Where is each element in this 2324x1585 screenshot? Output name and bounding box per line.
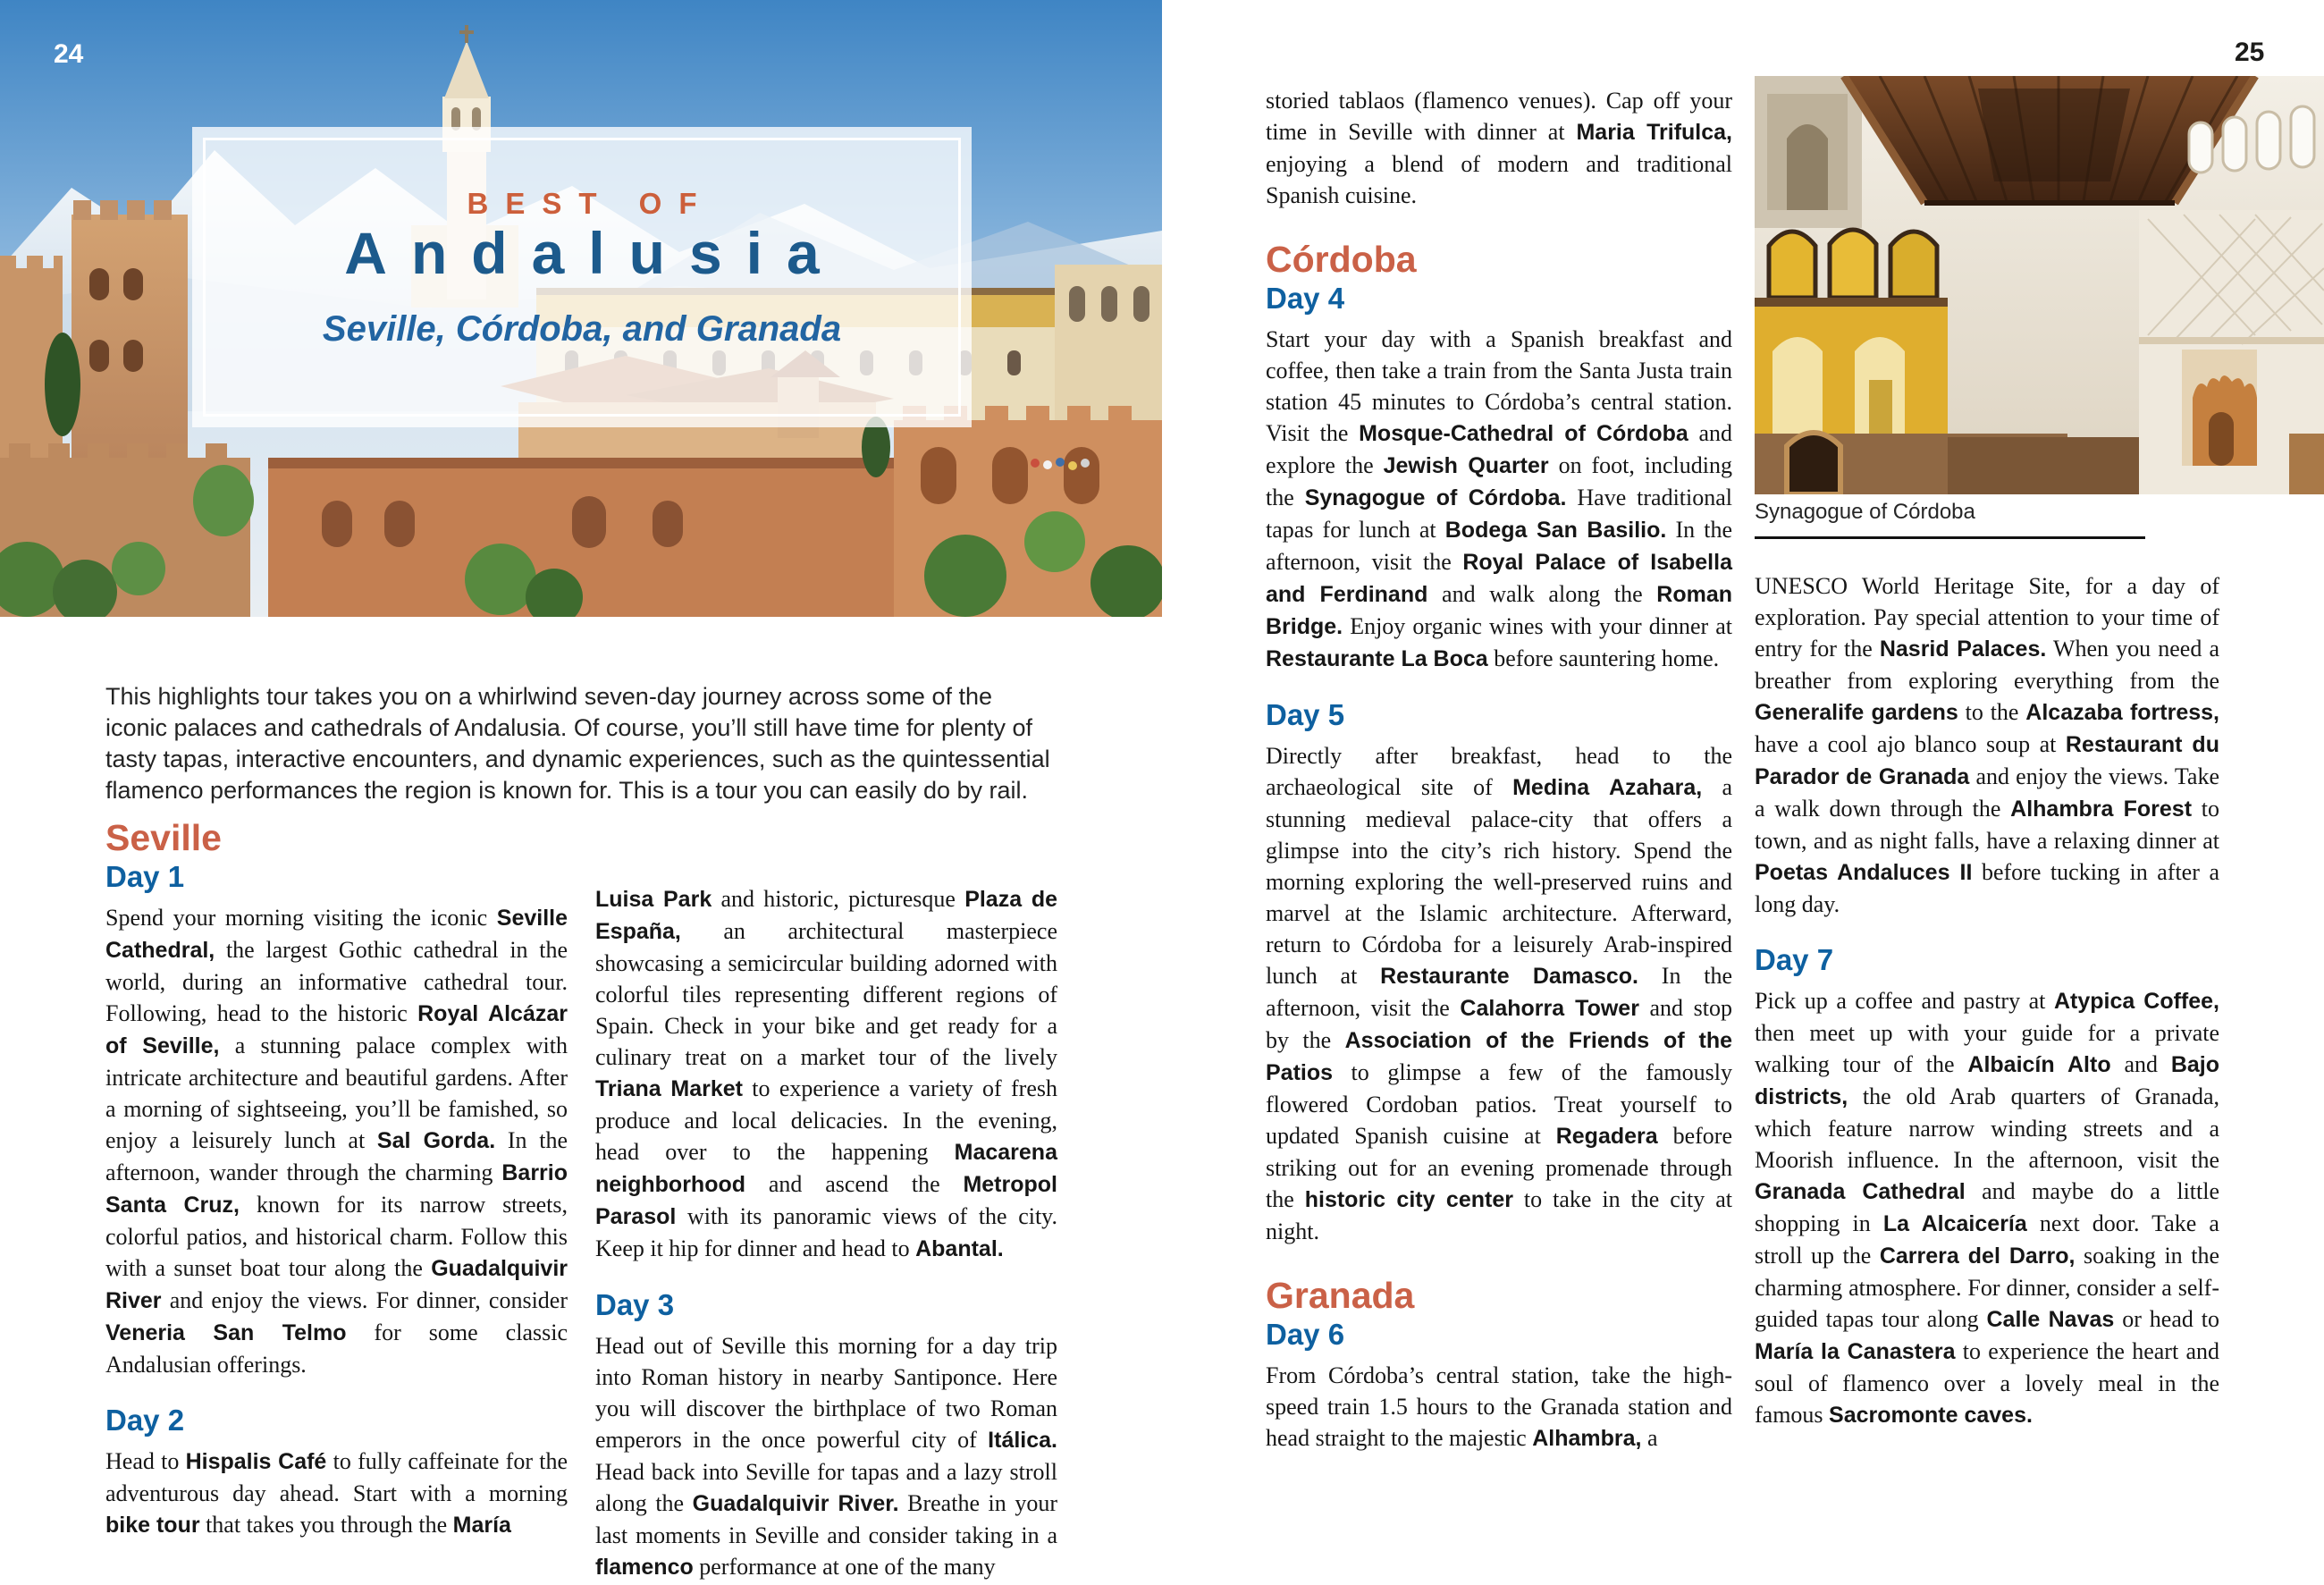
poi-bold: María la Canastera [1755,1339,1956,1364]
body-text: a stunning palace complex with intricate architecture and beautiful gardens. After a morning of sightseeing, you’ll be famished, so enjoy a leisurely lunch at [105,1033,568,1153]
itinerary-paragraph [1266,324,1732,675]
itinerary-paragraph [1266,85,1732,211]
poi-bold: Carrera del Darro, [1879,1244,2076,1269]
body-text: to fully caffeinate for the adventurous day ahead. Start with a morning [105,1448,568,1506]
city-heading: Córdoba [1266,239,1417,280]
body-text: and stop by the [1266,995,1732,1053]
poi-bold: Regadera [1555,1124,1658,1149]
body-text: When you need a breather from exploring everything from the [1755,636,2219,694]
poi-bold: Plaza de España, [595,887,1058,944]
body-text: and walk along the [1427,581,1657,607]
body-text: and maybe do a little shopping in [1755,1178,2220,1236]
itinerary-paragraph [1266,1360,1732,1454]
body-text: on foot, including the [1266,452,1732,510]
body-text: to glimpse a few of the famously flowered Cordoban patios. Treat yourself to updated Spanish cuisine at [1266,1059,1732,1149]
poi-bold: Poetas Andaluces II [1755,860,1973,885]
poi-bold: Granada Cathedral [1755,1179,1966,1204]
poi-bold: Alcazaba fortress, [2025,700,2219,725]
poi-bold: historic city center [1304,1187,1513,1212]
body-text: and explore the [1266,420,1732,478]
page24-column-2 [595,883,1057,1583]
poi-bold: Bodega San Basilio. [1444,518,1667,543]
body-text: known for its narrow streets, colorful patios, and historical charm. Follow this with a sunset boat tour along the [105,1192,568,1281]
body-text: before striking out for an evening promenade through the [1266,1123,1732,1212]
body-text: to experience a variety of fresh produce and local delicacies. In the evening, head over to the happening [595,1075,1057,1165]
poi-bold: Nasrid Palaces. [1879,637,2047,662]
photo-caption: Synagogue of Córdoba [1755,500,1975,524]
poi-bold: bike tour [105,1513,200,1538]
hero-kicker: BEST OF [467,187,714,220]
body-text: and ascend the [745,1171,964,1197]
poi-bold: Sal Gorda. [376,1128,496,1153]
synagogue-illustration [1755,76,2324,494]
poi-bold: Veneria San Telmo [105,1320,347,1345]
body-text: Enjoy organic wines with your dinner at [1343,613,1732,639]
body-text: to town, and as night falls, have a relaxing dinner at [1755,796,2219,854]
body-text: Head back into Seville for tapas and a lazy stroll along the [595,1459,1057,1516]
poi-bold: Generalife gardens [1755,700,1958,725]
page-number-left: 24 [54,39,84,69]
poi-bold: Triana Market [595,1076,743,1101]
body-text: Head to [105,1448,186,1474]
body-text: In the afternoon, wander through the charming [105,1127,568,1185]
poi-bold: Restaurant du Parador de Granada [1755,732,2219,789]
day-heading: Day 2 [105,1404,185,1437]
poi-bold: Restaurante Damasco. [1380,964,1638,989]
body-text: for some classic Andalusian offerings. [105,1319,568,1378]
body-text: Head out of Seville this morning for a day trip into Roman history in nearby Santiponce. Here you will discover the birthplace of two Roman emperors in the once powerful city of [595,1333,1057,1453]
body-text: the largest Gothic cathedral in the world, during an informative cathedral tour. Following, head to the historic [105,937,568,1026]
poi-bold: Guadalquivir River [105,1256,568,1313]
photo-synagogue-cordoba [1755,76,2324,494]
hero-title-box [192,127,972,427]
itinerary-paragraph [595,883,1057,1265]
hero-subtitle: Seville, Córdoba, and Granada [322,309,842,349]
itinerary-paragraph [1755,985,2219,1431]
body-text: and historic, picturesque [712,886,965,912]
city-heading: Seville [105,817,222,858]
body-text: before tucking in after a long day. [1755,859,2219,917]
poi-bold: Mosque-Cathedral of Córdoba [1359,421,1688,446]
poi-bold: Roman Bridge. [1266,582,1733,639]
body-text: UNESCO World Heritage Site, for a day of exploration. Pay special attention to your time of entry for the [1755,573,2219,662]
body-text: and enjoy the views. Take a walk down through the [1755,763,2219,822]
poi-bold: Calahorra Tower [1460,996,1639,1021]
poi-bold: Restaurante La Boca [1266,646,1488,671]
body-text: and [2110,1051,2171,1077]
intro-paragraph: This highlights tour takes you on a whirlwind seven-day journey across some of the iconic palaces and cathedrals of Andalusia. Of course, you’ll still have time for plenty of tasty tapas, interactive encounters, and dynamic experiences, such as the quintessential flamenco performances the region is known for. This is a tour you can easily do by rail. [105,683,1050,804]
city-heading: Granada [1266,1275,1415,1316]
poi-bold: Barrio Santa Cruz, [105,1160,568,1218]
poi-bold: Guadalquivir River. [692,1491,899,1516]
poi-bold: Atypica Coffee, [2053,989,2220,1014]
poi-bold: Hispalis Café [185,1449,327,1474]
body-text: next door. Take a stroll up the [1755,1210,2219,1269]
body-text: a [1641,1425,1658,1451]
body-text: From Córdoba’s central station, take the high-speed train 1.5 hours to the Granada station and head straight to the majestic [1266,1362,1732,1451]
itinerary-paragraph [105,1446,568,1541]
body-text: have a cool ajo blanco soup at [1755,731,2066,757]
body-text: soaking in the charming atmosphere. For dinner, consider a self-guided tapas tour along [1755,1243,2219,1332]
poi-bold: Bajo districts, [1755,1052,2220,1109]
day-heading: Day 7 [1755,943,1834,976]
poi-bold: Calle Navas [1986,1307,2115,1332]
poi-bold: Luisa Park [595,887,712,912]
body-text: to the [1958,699,2026,725]
body-text: or head to [2114,1306,2220,1332]
page25-column-1 [1266,85,1732,1454]
body-text: the old Arab quarters of Granada, which feature narrow winding streets and a Moorish influence. In the afternoon, visit the [1755,1083,2219,1173]
body-text: then meet up with your guide for a private walking tour of the [1755,1020,2219,1077]
body-text: Pick up a coffee and pastry at [1755,988,2054,1014]
hero-photo-alhambra [0,0,1162,617]
poi-bold: Sacromonte caves. [1829,1403,2033,1428]
body-text: In the afternoon, visit the [1266,963,1732,1021]
page24-column-1 [105,818,568,1541]
poi-bold: Association of the Friends of the Patios [1266,1028,1733,1085]
body-text: Breathe in your last moments in Seville and consider taking in a [595,1490,1057,1548]
body-text: performance at one of the many [693,1554,996,1580]
poi-bold: flamenco [595,1555,694,1580]
body-text: Have traditional tapas for lunch at [1266,485,1733,543]
page25-column-2 [1755,570,2219,1431]
day-heading: Day 6 [1266,1318,1345,1351]
poi-bold: Itálica. [988,1428,1057,1453]
caption-rule [1755,536,2145,539]
poi-bold: Seville Cathedral, [105,906,568,963]
poi-bold: La Alcaicería [1882,1211,2027,1236]
body-text: an architectural masterpiece showcasing a semicircular building adorned with colorful tiles representing different regions of Spain. Check in your bike and get ready for a culinary treat on a market tour of the lively [595,918,1057,1070]
body-text: a stunning medieval palace-city that offers a glimpse into the city’s rich history. Spend the morning exploring the well-preserved ruins and marvel at the Islamic architecture. Afterward, return to Córdoba for a leisurely Arab-inspired lunch at [1266,774,1732,989]
day-heading: Day 4 [1266,282,1345,315]
poi-bold: Jewish Quarter [1383,453,1549,478]
poi-bold: Abantal. [915,1236,1004,1261]
poi-bold: Alhambra Forest [2010,797,2193,822]
body-text: to experience the heart and soul of flamenco over a lovely meal in the famous [1755,1338,2219,1428]
body-text: and enjoy the views. For dinner, consider [161,1287,568,1313]
poi-bold: Metropol Parasol [595,1172,1057,1229]
body-text: Directly after breakfast, head to the archaeological site of [1266,743,1732,800]
day-heading: Day 3 [595,1288,675,1321]
day-heading: Day 5 [1266,698,1345,731]
body-text: In the afternoon, visit the [1266,517,1732,575]
poi-bold: Maria Trifulca, [1576,120,1732,145]
itinerary-paragraph [595,1330,1057,1583]
poi-bold: Alhambra, [1532,1426,1642,1451]
page-number-right: 25 [2235,38,2265,67]
body-text: with its panoramic views of the city. Keep it hip for dinner and head to [595,1203,1057,1261]
itinerary-paragraph [105,902,568,1380]
body-text: enjoying a blend of modern and traditional Spanish cuisine. [1266,151,1732,208]
itinerary-paragraph [1266,740,1732,1247]
body-text: before sauntering home. [1487,645,1720,671]
itinerary-paragraph [1755,570,2219,920]
day-heading: Day 1 [105,860,185,893]
poi-bold: Royal Alcázar of Seville, [105,1001,568,1058]
body-text: Start your day with a Spanish breakfast and coffee, then take a train from the Santa Justa train station 45 minutes to Córdoba’s central station. Visit the [1266,326,1732,446]
poi-bold: Albaicín Alto [1967,1052,2111,1077]
poi-bold: Synagogue of Córdoba. [1304,485,1567,510]
body-text: that takes you through the [199,1512,453,1538]
body-text: to take in the city at night. [1266,1186,1733,1244]
poi-bold: María [452,1513,511,1538]
poi-bold: Medina Azahara, [1512,775,1703,800]
poi-bold: Macarena neighborhood [595,1140,1057,1197]
page-title: Andalusia [344,220,844,286]
body-text: storied tablaos (flamenco venues). Cap off your time in Seville with dinner at [1266,88,1732,145]
body-text: Spend your morning visiting the iconic [105,905,497,931]
poi-bold: Royal Palace of Isabella and Ferdinand [1266,550,1732,607]
